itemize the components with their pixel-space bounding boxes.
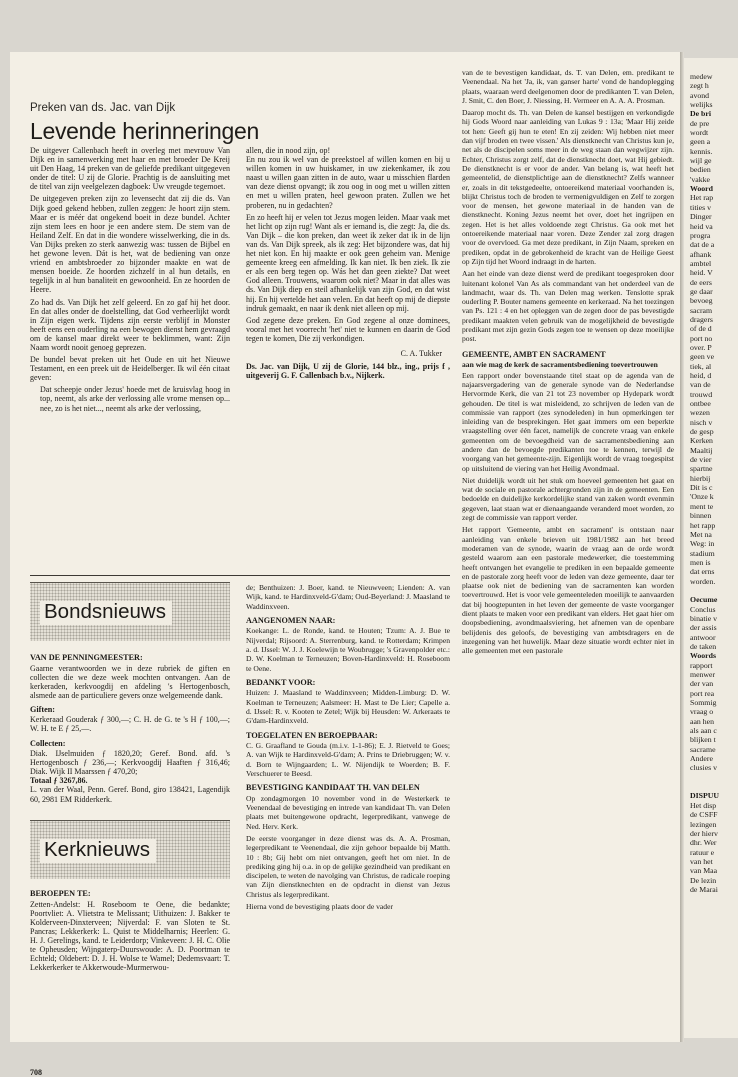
bevestiging-continued: Aan het einde van deze dienst werd de predikant toegesproken door luitenant kolonel Van As als commandant van het onderdeel van de landmacht, waar ds. Th. van Delen mag werken. Tenslotte sprak ouderling P. Bouter namens gemeente en kerkeraad. Na het toezingen van Ps. 121 : 4 en het opleggen van de zegen door de pas bevestigde predikant maakten velen gebruik van de mogelijkheid de bevestigde predikant met zijn gezin Gods zegen toe te wensen op deze moeilijke post. — [462, 269, 674, 344]
adjacent-page-line: van Maa — [690, 866, 718, 876]
adjacent-page-line: Maaltij — [690, 445, 713, 455]
bondsnieuws-column — [30, 648, 230, 807]
right-column — [462, 68, 674, 659]
adjacent-page-line: dat erns — [690, 567, 715, 577]
gemeente-text: Een rapport onder bovenstaande titel staat op de agenda van de najaarsvergadering van de generale synode van de Nederlandse Hervormde Kerk, die van 21 tot 23 november op Hydepark wordt gehouden. De titel is wat misleidend, zo schrijven de leden van de commissie van rapport (zes synodeleden) in hun opmerkingen ter inleiding van de besprekingen. Het gaat immers om een beperkte vraagstelling over één facet, namelijk de concrete vraag van enkele gemeenten om de bevoegdheid van de sacramentsbediening aan andere dan de bevoegde predikanten toe te kennen, terwijl de voorgang van het gemeente-zijn. Eigenlijk wordt de vraag toegespitst op uitsluitend de viering van het Heilig Avondmaal. — [462, 370, 674, 473]
adjacent-page-line: sacrame — [690, 744, 716, 754]
article-kicker: Preken van ds. Jac. van Dijk — [30, 102, 176, 114]
adjacent-page-line: bevoeg — [690, 296, 713, 306]
page-number: 708 — [30, 1068, 42, 1077]
adjacent-page-line: vraag o — [690, 707, 714, 717]
adjacent-page-line: Het disp — [690, 800, 717, 810]
adjacent-page-line: Woords — [690, 651, 716, 661]
adjacent-page-line: sacram — [690, 305, 713, 315]
adjacent-page-line: Oecume — [690, 595, 718, 605]
adjacent-page-line: Dit is c — [690, 483, 713, 493]
bevestiging-text: De eerste voorganger in deze dienst was ds. A. A. Prosman, legerpredikant te Veenendaal, die zijn gehoor bepaalde bij Matth. 10 : 8b; Gij hebt om niet ontvangen, geeft het om niet. In de prediking ging hij o.a. in op de gelijke gezindheid van predikant en discipelen, te weten de navolging van Christus, de radicale roeping van Zijn dienstknechten en de opdracht in dienst van Jezus Christus als legerpredikant. — [246, 833, 450, 899]
article-headline: Levende herinneringen — [30, 118, 260, 144]
bedankt-heading: BEDANKT VOOR: — [246, 677, 316, 687]
adjacent-page-line: port no — [690, 333, 713, 343]
adjacent-page-fragment — [684, 58, 738, 1038]
adjacent-page-line: progra — [690, 230, 711, 240]
bedankt-text: Huizen: J. Maasland te Waddinxveen; Midden-Limburg: D. W. Koelman te Terneuzen; Aalsmeer: H. Mast te De Lier; Capelle a. d. IJssel: R. v. Kooten te Zetel; Wijk bij Heusden: W. Arkeraats te G'dam-Hardinxveld. — [246, 688, 450, 726]
penningmeester-text: Gaarne verantwoorden we in deze rubriek de giften en collecten die we deze week mochten ontvangen. Aan de kerkeraden, kerkvoogdij en afdeling 's Hertogenbosch, alsmede aan de particuliere gevers onze welgemeende dank. — [30, 663, 230, 700]
adjacent-page-line: afhank — [690, 249, 712, 259]
bevestiging-continued: van de te bevestigen kandidaat, ds. T. van Delen, em. predikant te Veenendaal. Na het 'Ja, ik, van ganser harte' vond de handoplegging plaats, waaraan werd deelgenomen door de predikanten T. van Delen, J. Smit, C. den Boer, J. Niessing, H. Vermeer en A. A. A. Prosman. — [462, 68, 674, 105]
article-paragraph: God zegene deze preken. En God zegene al onze dominees, vooral met het voorrecht 'het' niet te kunnen en daarin de God tegen te komen, Die zij verkondigen. — [246, 315, 450, 343]
adjacent-page-line: menwer — [690, 670, 716, 679]
adjacent-page-line: Woord — [690, 184, 713, 194]
adjacent-page-line: ratuur e — [690, 847, 715, 857]
adjacent-page-line: Kerken — [690, 436, 713, 446]
gemeente-text: Niet duidelijk wordt uit het stuk om hoeveel gemeenten het gaat en wat de sociale en pastorale achtergronden zijn in de gemeenten. Een bedoelde en duidelijke kerkordelijke stand van zaken wordt evenmin gegeven, laat staan wat er dienaangaande veranderd moet worden, zo zegt de commissie van rapport verder. — [462, 475, 674, 523]
penningmeester-heading: VAN DE PENNINGMEESTER: — [30, 653, 143, 662]
adjacent-page-line: clusies v — [690, 763, 718, 773]
adjacent-page-line: Het rap — [690, 193, 714, 203]
article-column-2 — [246, 146, 450, 383]
adjacent-page-line: trouwd — [690, 389, 713, 399]
adjacent-page-line: van het — [690, 856, 713, 866]
adjacent-page-line: bedien — [690, 165, 711, 175]
toegelaten-heading: TOEGELATEN EN BEROEPBAAR: — [246, 730, 378, 740]
adjacent-page-line: dhr. Wer — [690, 838, 717, 848]
adjacent-page-line: De lezin — [690, 875, 717, 885]
adjacent-page-line: aan hen — [690, 716, 715, 726]
adjacent-page-line: als aan c — [690, 726, 717, 736]
adjacent-page-line: der van — [690, 679, 714, 689]
gemeente-text: Het rapport 'Gemeente, ambt en sacrament' is ontstaan naar aanleiding van enkele brieven uit 1981/1982 aan het breed moderamen van de synode, waarin de vraag aan de orde wordt gesteld waarom aan een pastorale medewerker, die toestemming heeft ontvangen het evangelie te prediken in een bepaalde gemeente en de pastorale zorg heeft voor de leden van deze gemeente, daar ter plaatse ook niet de bediening van de sacramenten kan worden toevertrouwd. Het is voor vele gemeenteleden moeilijk te aanvaarden dat bij hoogtepunten in het leven der gemeente de vaste voorganger dient plaats te maken voor een predikant van elders. Het gaat hier om doopsbediening, avondmaalsviering, het afnemen van de openbare belijdenis des geloofs, de bevestiging van ambtsdragers en de inzegening van het huwelijk. Maar deze situatie wordt echter niet in alle gemeenten met een pastorale — [462, 525, 674, 656]
adjacent-page-line: port rea — [690, 688, 715, 698]
adjacent-page-line: het rapp — [690, 520, 716, 530]
adjacent-page-line: ontbee — [690, 399, 711, 409]
adjacent-page-line: ge daar — [690, 286, 713, 296]
adjacent-page-line: rapport — [690, 660, 713, 670]
article-paragraph: Zo had ds. Van Dijk het zelf geleerd. En zo gaf hij het door. En dat alles onder de doelstelling, dat God verheerlijkt wordt in Zijn eigen werk. Tijdens zijn eerste verblijf in Monster heeft eens een ouderling na een bewogen dienst hem gevraagd om de kansel maar direkt weer te beklimmen, want: Zijn Naam wordt nooit genoeg geprezen. — [30, 297, 230, 352]
adjacent-page-line: de CSFF — [690, 810, 718, 820]
adjacent-page-line: dragers — [690, 314, 713, 324]
adjacent-page-line: worden. — [690, 576, 716, 586]
adjacent-page-line — [684, 773, 719, 782]
aangenomen-heading: AANGENOMEN NAAR: — [246, 615, 336, 625]
adjacent-page-line: medew — [690, 72, 713, 81]
adjacent-page-line: de pre — [690, 118, 710, 128]
penningmeester-signoff: L. van der Waal, Penn. Geref. Bond, giro 138421, Lagendijk 60, 2981 EM Ridderkerk. — [30, 785, 230, 804]
adjacent-page-line: kennis. — [690, 146, 713, 156]
adjacent-page-line: ambtel — [690, 258, 712, 268]
adjacent-page-line: of de d — [690, 324, 712, 334]
toegelaten-text: C. G. Graafland te Gouda (m.i.v. 1-1-86); E. J. Rietveld te Goes; A. van Wijk te Hardinxveld-G'dam; A. Prins te Driebruggen; W. v. d. Born te Wijngaarden; L. W. Nijendijk te Woerden; B. F. Verschuerer te Beesd. — [246, 741, 450, 778]
adjacent-page-line: wordt — [690, 128, 709, 138]
adjacent-page-line: zegt h — [690, 81, 709, 91]
adjacent-page-line: spartne — [690, 464, 713, 474]
adjacent-page-line: dat de a — [690, 240, 715, 250]
section-divider — [30, 575, 450, 576]
adjacent-page-line: heid, d — [690, 371, 712, 380]
article-paragraph: De uitgegeven preken zijn zo levensecht dat zij die ds. Van Dijk goed gekend hebben, zullen zeggen: Je hoort zijn stem. Maar er is méér dat ongekend boeit in deze bundel. Achter zijn stem lees en hoor je een andere stem. De stem van de Heiland Zelf. En dat in die wondere wisselwerking, die in ds. Van Dijks preken zo sterk aanwezig was: tussen de Bijbel en het gewone leven. Dát is het, wat de bediening van onze vriend en ambtsbroeder zo bijzonder maakte en wat de mensen boeide. Ze hoorden zichzelf in al hun details, en tegelijk in al hun banaliteit en gewoonheid. En ze hoorden de Heere. — [30, 194, 230, 295]
adjacent-page-line: de taken — [690, 641, 717, 651]
adjacent-page-line: de vier — [690, 455, 712, 465]
adjacent-page-line: stadium — [690, 548, 715, 558]
kerknieuws-column — [30, 884, 230, 975]
gemeente-heading: GEMEENTE, AMBT EN SACRAMENT — [462, 349, 606, 359]
totaal-text: Totaal ƒ 3267,86. — [30, 776, 88, 786]
kerknieuws-title: Kerknieuws — [40, 839, 156, 863]
adjacent-page-line: Dinger — [690, 212, 712, 222]
article-paragraph: De bundel bevat preken uit het Oude en uit het Nieuwe Testament, en een preek uit de Heidelberger. Ik wil één citaat geven: — [30, 355, 230, 383]
adjacent-page-line: Andere — [690, 754, 713, 764]
adjacent-page-line: van de — [690, 380, 711, 390]
beroepen-continued: de; Benthuizen: J. Boer, kand. te Nieuwveen; Lienden: A. van Wijk, kand. te Hardinxveld-G'dam; Oud-Beyerland: J. Maasland te Waddinxveen. — [246, 583, 450, 611]
kerknieuws-banner — [30, 820, 230, 879]
adjacent-page-line — [684, 782, 719, 791]
article-quote: Dat scheepje onder Jezus' hoede met de kruisvlag hoog in top, neemt, als arke der verlossing alle vrome mensen op... nee, zo is het niet..., neemt als arke der verlossing, — [40, 385, 230, 413]
bevestiging-heading: BEVESTIGING KANDIDAAT TH. VAN DELEN — [246, 783, 420, 793]
adjacent-page-line: De bri — [690, 109, 712, 119]
adjacent-page-line: ment te — [690, 501, 714, 511]
adjacent-page-line: tities v — [690, 202, 712, 212]
adjacent-page-line: welijks — [690, 100, 713, 110]
article-column-1 — [30, 146, 230, 416]
bevestiging-text: Op zondagmorgen 10 november vond in de Westerkerk te Veenendaal de bevestiging en intrede van kandidaat Th. van Delen plaats met buitengewone opdracht, legerpredikant, vanwege de Ned. Herv. Kerk. — [246, 793, 450, 831]
adjacent-page-line: binnen — [690, 511, 712, 521]
adjacent-page-line: avond — [690, 90, 710, 100]
adjacent-page-line: heid va — [690, 221, 713, 231]
adjacent-page-line: over. P — [690, 342, 712, 352]
adjacent-page-line: men is — [690, 557, 711, 567]
adjacent-page-line: geen ve — [690, 352, 715, 362]
book-reference: Ds. Jac. van Dijk, U zij de Glorie, 144 blz., ing., prijs f , uitgeverij G. F. Callenbach b.v., Nijkerk. — [246, 362, 450, 381]
adjacent-page-line: de gesp — [690, 427, 714, 437]
adjacent-page-line: wezen — [690, 408, 710, 418]
adjacent-page-line: geen a — [690, 137, 711, 147]
adjacent-page-line: wijl ge — [690, 156, 712, 166]
article-signature: C. A. Tukker — [400, 348, 442, 358]
adjacent-page-line: Met na — [690, 529, 712, 539]
adjacent-page-line: de Marai — [690, 884, 718, 894]
aangenomen-text: Koekange: L. de Ronde, kand. te Houten; Tzum: A. J. Bue te Nijverdal; Rijsoord: A. Sterrenburg, kand. te Rotterdam; Krimpen a. d. IJssel: W. J. J. Koelewijn te Woubrugge; 's Gravenpolder etc.: D. W. Koelman te Terneuzen; Boven-Hardinxveld: H. Roseboom te Oene. — [246, 626, 450, 673]
article-paragraph: allen, die in nood zijn, op! En nu zou ik wel van de preekstoel af willen komen en bij u willen komen in uw huiskamer, in uw ziekenkamer, ik zou naast u willen gaan zitten in de auto, waar u misschien flarden van deze dienst opvangt; ik zou oog in oog met u willen zitten en met u willen praten, heel gewoon praten. Zullen we het proberen, nu in gedachten? — [246, 146, 450, 210]
adjacent-page-line: 'vakke — [690, 174, 711, 184]
adjacent-page-line: antwoor — [690, 632, 716, 642]
bondsnieuws-title: Bondsnieuws — [40, 601, 172, 625]
giften-text: Kerkeraad Gouderak ƒ 300,—; C. H. de G. te 's H ƒ 100,—; W. H. te E ƒ 25,—. — [30, 715, 230, 734]
giften-heading: Giften: — [30, 704, 56, 714]
adjacent-page-line: hierbij — [690, 473, 711, 483]
adjacent-page-line: der hierv — [690, 828, 718, 838]
adjacent-page-line: tiek, al — [690, 361, 712, 371]
bevestiging-text: Hierna vond de bevestiging plaats door de vader — [246, 902, 393, 912]
bondsnieuws-banner — [30, 582, 230, 641]
adjacent-page-line: binatie v — [690, 613, 718, 623]
article-paragraph: En zo heeft hij er velen tot Jezus mogen leiden. Maar vaak met het licht op zijn rug! Want als er iemand is, die zegt: Ja, die ds. Van Dijk – die kon preken, dan weet ik zeker dat ik in de lijn van ds. Van Dijk spreek, als ik zeg: Het bijzondere was, dat hij het niet kon. En hij maakte er ook geen geheim van. Menige gemeente kreeg een afmelding. Ik kan niet. Ik ben ziek. Ik zie er als een berg tegen op. Wás het dan geen ziekte? Dat weet God alleen. Trouwens, waarom ook niet? Maar in dat alles was ds. Van Dijk diep en steil afhankelijk van zijn God, en dat wist hij. En hij vertelde het aan velen. En dat heeft op mij de diepste indruk gemaakt, en naar ik denk niet alleen op mij. — [246, 212, 450, 313]
adjacent-page-line: der assis — [690, 623, 717, 633]
adjacent-page-lines — [684, 72, 719, 894]
collecten-text: Diak. IJselmuiden ƒ 1820,20; Geref. Bond. afd. 's Hertogenbosch ƒ 236,—; Kerkvoogdij Haaften ƒ 316,46; Diak. Wijk II Maarssen ƒ 470,20; — [30, 749, 230, 777]
adjacent-page-line: Conclus — [690, 604, 716, 614]
magazine-page — [10, 52, 681, 1077]
gemeente-subheading: aan wie mag de kerk de sacramentsbediening toevertrouwen — [462, 360, 658, 370]
adjacent-page-line: DISPUU — [690, 791, 720, 801]
beroepen-heading: BEROEPEN TE: — [30, 889, 91, 898]
adjacent-page-line: heid. V — [690, 268, 713, 278]
bevestiging-continued: Daarop mocht ds. Th. van Delen de kansel bestijgen en verkondigde hij Gods Woord naar aanleiding van Lukas 9 : 13a; 'Maar Hij zeide tot hen: Geeft gij hun te eten! En zij zeiden: Wij hebben niet meer dan vijf broden en twee vissen.' Als dienstknecht van Christus kun je, net als de discipelen soms meer in de weg staan dan wegwijzer zijn. Echter, Christus zorgt zelf, dat de dienstknecht doet, wat Hij gebiedt. De dienstknecht is er voor de ander. Van belang is, wat heeft het gemeentelid, de dienstplichtige aan de dienstknecht? Zelfs wanneer er, zoals in dit tekstgedeelte, ontoereikend materiaal voorhanden is, blijkt Christus toch de broden te vermenigvuldigen en Zelf te zorgen voor de mensen, het gewone materiaal in de handen van de dienstknecht. Koning Jezus neemt het over, doet het ingrijpen en zegen. Het is het alles voldoende zegt Christus. Ga ook met het ontoereikende materiaal naar voren. Deze Zender zal zorg dragen voor de overvloed. Ga met deze predikant, in Zijn Naam, spreken en prediken, opdat in de gebrokenheid de kracht van de Heilige Geest op Zijn tijd het Woord indraagt in de harten. — [462, 108, 674, 266]
adjacent-page-line: 'Onze k — [690, 492, 714, 502]
adjacent-page-line: nisch v — [690, 417, 713, 427]
kerknieuws-middle-column — [246, 583, 450, 914]
adjacent-page-line — [684, 586, 719, 595]
adjacent-page-line: blijken t — [690, 735, 716, 745]
article-paragraph: De uitgever Callenbach heeft in overleg met mevrouw Van Dijk en in samenwerking met haar en met broeder De Kreij uit Den Haag, 14 preken van de geliefde predikant uitgegeven onder de titel: U zij de Glorie. Prachtig is de aansluiting met de titel van zijn veelgelezen dagboek: Uw vreugde tegemoet. — [30, 146, 230, 192]
collecten-heading: Collecten: — [30, 738, 66, 748]
adjacent-page-line: Weg: in — [690, 539, 715, 549]
adjacent-page-line: Sommig — [690, 698, 717, 708]
adjacent-page-line: de eers — [690, 277, 712, 287]
adjacent-page-line: lezingen — [690, 819, 717, 829]
beroepen-text: Zetten-Andelst: H. Roseboom te Oene, die bedankte; Poortvliet: A. Vlietstra te Melissant; Uithuizen: J. Bakker te Kolderveen-Dinxterveen; Nijverdal: F. van Sloten te St. Pancras; Lekkerkerk: L. Quist te Middelharnis; Heerlen: G. H. J. Gerelings, kand. te Leiderdorp; Vinkeveen: J. H. C. Olie te Opheusden; Wijngaterp-Duurswoude: A. D. Poortman te Echteld; Oldebert: D. J. H. Wolse te Wamel; Dedemsvaart: T. Lekkerkerker te Akkerwoude-Murmerwou- — [30, 899, 230, 973]
